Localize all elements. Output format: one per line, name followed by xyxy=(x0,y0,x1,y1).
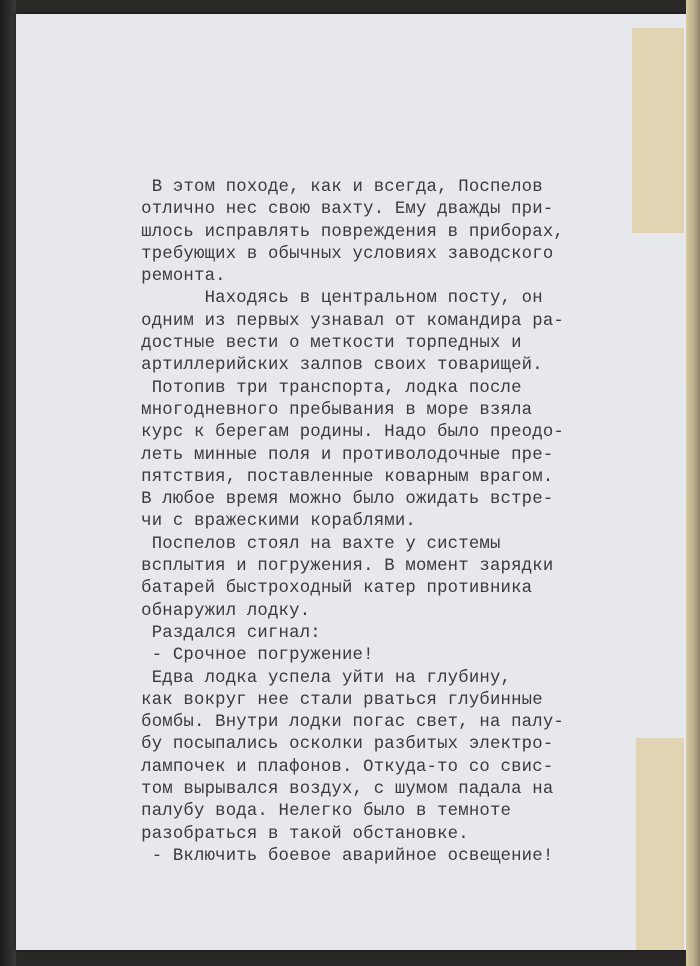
text-line: чи с вражескими кораблями. xyxy=(120,512,416,532)
text-line: шлось исправлять повреждения в приборах, xyxy=(120,222,564,242)
typewritten-text xyxy=(120,177,680,868)
text-line: Поспелов стоял на вахте у системы xyxy=(120,534,501,554)
text-line: бу посыпались осколки разбитых электро- xyxy=(120,735,554,755)
page-edge xyxy=(686,0,700,966)
text-line: В любое время можно было ожидать встре- xyxy=(120,490,554,510)
text-line: батарей быстроходный катер противника xyxy=(120,579,533,599)
text-line: Находясь в центральном посту, он xyxy=(120,289,543,309)
text-line: палубу вода. Нелегко было в темноте xyxy=(120,802,512,822)
text-line: бомбы. Внутри лодки погас свет, на палу- xyxy=(120,713,564,733)
text-line: требующих в обычных условиях заводского xyxy=(120,244,554,264)
text-line: артиллерийских залпов своих товарищей. xyxy=(120,356,543,376)
text-line: как вокруг нее стали рваться глубинные xyxy=(120,690,543,710)
text-line: том вырывался воздух, с шумом падала на xyxy=(120,780,554,800)
text-line: Потопив три транспорта, лодка после xyxy=(120,378,522,398)
text-line: пятствия, поставленные коварным врагом. xyxy=(120,467,554,487)
text-line: леть минные поля и противолодочные пре- xyxy=(120,445,554,465)
text-line: В этом походе, как и всегда, Поспелов xyxy=(120,178,543,197)
text-line: обнаружил лодку. xyxy=(120,601,311,621)
text-line: ремонта. xyxy=(120,267,226,287)
binding-shadow xyxy=(0,0,16,966)
text-line: достные вести о меткости торпедных и xyxy=(120,334,522,354)
text-line: многодневного пребывания в море взяла xyxy=(120,400,533,420)
text-line: - Включить боевое аварийное освещение! xyxy=(120,846,554,866)
text-line: отлично нес свою вахту. Ему дважды при- xyxy=(120,200,554,220)
text-line: всплытия и погружения. В момент зарядки xyxy=(120,557,554,577)
text-line: Раздался сигнал: xyxy=(120,623,321,643)
text-line: Едва лодка успела уйти на глубину, xyxy=(120,668,512,688)
text-line: курс к берегам родины. Надо было преодо- xyxy=(120,423,564,443)
text-line: - Срочное погружение! xyxy=(120,646,374,666)
text-line: лампочек и плафонов. Откуда-то со свис- xyxy=(120,757,554,777)
text-line: разобраться в такой обстановке. xyxy=(120,824,469,844)
text-line: одним из первых узнавал от командира ра- xyxy=(120,311,564,331)
